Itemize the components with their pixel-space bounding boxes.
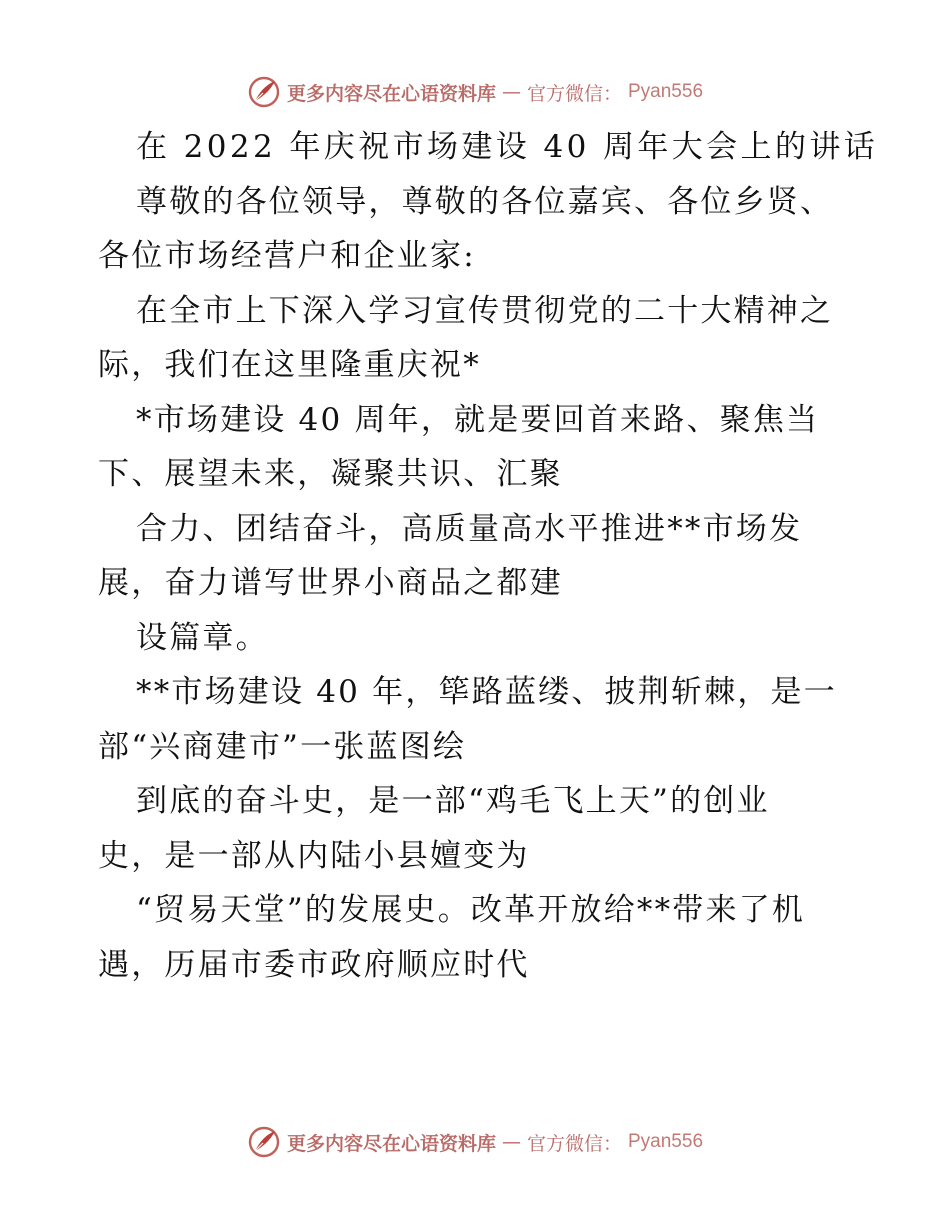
text-line: 尊敬的各位领导，尊敬的各位嘉宾、各位乡贤、: [136, 183, 834, 220]
watermark-wechat-id: Pyan556: [628, 81, 704, 102]
text-line: 际，我们在这里隆重庆祝*: [98, 347, 481, 383]
text-line: 下、展望未来，凝聚共识、汇聚: [98, 456, 563, 492]
text-line: *市场建设 40 周年，就是要回首来路、聚焦当: [136, 401, 820, 438]
text-line: 到底的奋斗史，是一部“鸡毛飞上天”的创业: [136, 783, 770, 819]
text-line: 设篇章。: [136, 619, 269, 656]
speech-title: 在 2022 年庆祝市场建设 40 周年大会上的讲话: [136, 129, 879, 165]
text-line: 部“兴商建市”一张蓝图绘: [98, 728, 467, 765]
text-line: 在全市上下深入学习宣传贯彻党的二十大精神之: [136, 292, 834, 329]
watermark-text: 更多内容尽在心语资料库: [286, 82, 496, 105]
document-body: [98, 120, 879, 992]
watermark-official-label: 官方微信：: [526, 1132, 622, 1155]
text-line: **市场建设 40 年，筚路蓝缕、披荆斩棘，是一: [136, 674, 837, 710]
footer-watermark: [0, 1122, 950, 1162]
text-line: 史，是一部从内陆小县嬗变为: [98, 837, 530, 874]
text-line: “贸易天堂”的发展史。改革开放给**带来了机: [136, 892, 806, 928]
text-line: 展，奋力谱写世界小商品之都建: [98, 565, 563, 601]
text-line: 合力、团结奋斗，高质量高水平推进**市场发: [136, 510, 803, 547]
feather-pen-logo-icon: [247, 75, 281, 109]
header-watermark: [0, 72, 950, 112]
text-line: 各位市场经营户和企业家:: [98, 238, 476, 274]
watermark-separator: —: [501, 81, 521, 103]
watermark-separator: —: [501, 1131, 521, 1153]
feather-pen-logo-icon: [247, 1125, 281, 1159]
text-line: 遇，历届市委市政府顺应时代: [98, 946, 530, 983]
watermark-official-label: 官方微信：: [526, 82, 622, 105]
watermark-wechat-id: Pyan556: [628, 1131, 704, 1152]
watermark-text: 更多内容尽在心语资料库: [286, 1132, 496, 1155]
